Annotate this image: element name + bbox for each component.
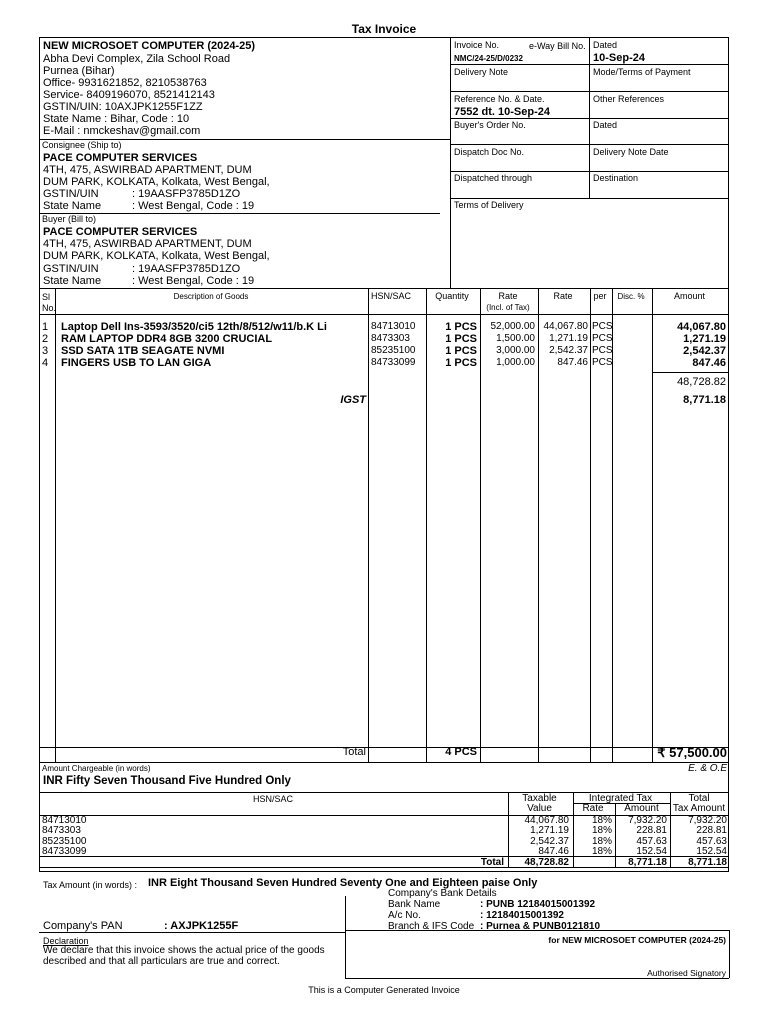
total-qty: 4 PCS (445, 746, 477, 758)
branch-value: : Purnea & PUNB0121810 (480, 921, 601, 932)
tax-row-total: 7,932.20 (688, 815, 727, 826)
col-hsn: HSN/SAC (371, 291, 412, 301)
item-description: FINGERS USB TO LAN GIGA (61, 357, 212, 369)
consignee-address: DUM PARK, KOLKATA, Kolkata, West Bengal, (43, 176, 270, 188)
tax-col-total: Total (688, 793, 710, 804)
buyer-gstin-label: GSTIN/UIN (43, 263, 99, 275)
item-sl: 4 (42, 357, 49, 369)
tax-row-rate: 18% (591, 825, 612, 836)
item-per: PCS (592, 357, 613, 368)
amount-words-label: Amount Chargeable (in words) (42, 764, 151, 773)
tax-row-amount: 7,932.20 (628, 815, 667, 826)
seller-line: Purnea (Bihar) (43, 65, 115, 77)
seller-line: Service- 8409196070, 8521412143 (43, 89, 215, 101)
buyer-name: PACE COMPUTER SERVICES (43, 226, 198, 238)
tax-row-hsn: 84733099 (42, 846, 87, 857)
col-amount: Amount (673, 291, 706, 301)
item-sl: 1 (42, 321, 49, 333)
tax-total-total: 8,771.18 (688, 857, 727, 868)
bank-name-value: : PUNB 12184015001392 (480, 899, 596, 910)
seller-gstin: GSTIN/UIN: 10AXJPK1255F1ZZ (43, 101, 203, 113)
tax-row-taxable: 2,542.37 (530, 836, 569, 847)
tax-col-total-tax: Tax Amount (672, 803, 726, 814)
col-quantity: Quantity (435, 291, 469, 301)
tax-col-taxable-value: Value (527, 803, 552, 814)
dispatch-doc-label: Dispatch Doc No. (454, 147, 525, 157)
declaration-label: Declaration (43, 936, 89, 946)
igst-amount: 8,771.18 (683, 394, 726, 406)
account-value: : 12184015001392 (480, 910, 564, 921)
tax-col-hsn: HSN/SAC (252, 794, 293, 804)
item-hsn: 84713010 (371, 321, 416, 332)
item-sl: 2 (42, 333, 49, 345)
col-description: Description of Goods (173, 292, 249, 301)
tax-row-amount: 228.81 (636, 825, 667, 836)
item-qty: 1 PCS (445, 345, 477, 357)
dispatched-through-label: Dispatched through (454, 173, 533, 183)
item-qty: 1 PCS (445, 321, 477, 333)
tax-row-total: 228.81 (696, 825, 727, 836)
tax-row-total: 152.54 (696, 846, 727, 857)
buyer-address: 4TH, 475, ASWIRBAD APARTMENT, DUM (43, 238, 252, 250)
item-description: SSD SATA 1TB SEAGATE NVMI (61, 345, 225, 357)
declaration-text: We declare that this invoice shows the actual price of the goods (43, 945, 325, 956)
branch-label: Branch & IFS Code (388, 921, 475, 932)
item-amount: 2,542.37 (683, 345, 726, 357)
item-qty: 1 PCS (445, 357, 477, 369)
account-label: A/c No. (388, 910, 421, 921)
reference-label: Reference No. & Date. (454, 94, 545, 104)
for-company: for NEW MICROSOET COMPUTER (2024-25) (548, 935, 726, 945)
col-rate-incl: Rate (498, 291, 518, 301)
item-hsn: 8473303 (371, 333, 410, 344)
item-amount: 1,271.19 (683, 333, 726, 345)
buyer-state-value: : West Bengal, Code : 19 (132, 275, 255, 287)
item-rate-incl: 52,000.00 (490, 321, 535, 332)
item-rate-incl: 1,000.00 (496, 357, 535, 368)
subtotal: 48,728.82 (677, 376, 726, 388)
delivery-note-date-label: Delivery Note Date (593, 147, 669, 157)
item-per: PCS (592, 333, 613, 344)
item-hsn: 84733099 (371, 357, 416, 368)
tax-col-amount: Amount (624, 803, 659, 814)
item-hsn: 85235100 (371, 345, 416, 356)
consignee-state-value: : West Bengal, Code : 19 (132, 200, 255, 212)
invoice-date: 10-Sep-24 (593, 52, 645, 64)
dated-label: Dated (593, 40, 618, 50)
buyer-address: DUM PARK, KOLKATA, Kolkata, West Bengal, (43, 250, 270, 262)
tax-row-hsn: 84713010 (42, 815, 87, 826)
tax-col-taxable: Taxable (522, 793, 557, 804)
tax-row-rate: 18% (591, 846, 612, 857)
item-amount: 847.46 (692, 357, 726, 369)
tax-row-taxable: 1,271.19 (530, 825, 569, 836)
consignee-name: PACE COMPUTER SERVICES (43, 152, 198, 164)
tax-row-amount: 457.63 (636, 836, 667, 847)
item-sl: 3 (42, 345, 49, 357)
item-rate-incl: 1,500.00 (496, 333, 535, 344)
consignee-gstin-label: GSTIN/UIN (43, 188, 99, 200)
col-rate-incl-sub: (Incl. of Tax) (486, 303, 530, 312)
invoice-no-label: Invoice No. (454, 40, 500, 50)
item-per: PCS (592, 345, 613, 356)
tax-words-label: Tax Amount (in words) : (43, 880, 138, 890)
pan-value: : AXJPK1255F (164, 920, 239, 932)
buyer-gstin-value: : 19AASFP3785D1ZO (132, 263, 241, 275)
tax-col-integrated: Integrated Tax (588, 793, 653, 804)
col-rate: Rate (553, 291, 573, 301)
tax-row-taxable: 847.46 (538, 846, 569, 857)
col-sl: Sl (42, 292, 51, 302)
reference-value: 7552 dt. 10-Sep-24 (454, 106, 550, 118)
pan-label: Company's PAN (43, 920, 123, 932)
seller-email: E-Mail : nmckeshav@gmail.com (43, 125, 201, 137)
tax-total-label: Total (480, 857, 504, 868)
item-rate: 44,067.80 (543, 321, 588, 332)
buyer-state-label: State Name (43, 275, 102, 287)
mode-terms-label: Mode/Terms of Payment (593, 67, 691, 77)
buyers-order-label: Buyer's Order No. (454, 120, 526, 130)
delivery-note-label: Delivery Note (454, 67, 509, 77)
consignee-state-label: State Name (43, 200, 102, 212)
col-disc: Disc. % (617, 292, 645, 301)
item-rate: 847.46 (557, 357, 588, 368)
buyers-order-dated-label: Dated (593, 120, 618, 130)
amount-in-words: INR Fifty Seven Thousand Five Hundred Only (43, 775, 291, 787)
bank-heading: Company's Bank Details (388, 888, 497, 899)
tax-row-taxable: 44,067.80 (524, 815, 569, 826)
terms-of-delivery-label: Terms of Delivery (454, 200, 524, 210)
authorised-signatory: Authorised Signatory (647, 968, 726, 978)
invoice-title: Tax Invoice (351, 22, 417, 36)
item-rate: 1,271.19 (549, 333, 588, 344)
invoice-no-value: NMC/24-25/D/0232 (454, 54, 523, 63)
footer-note: This is a Computer Generated Invoice (308, 985, 460, 995)
consignee-address: 4TH, 475, ASWIRBAD APARTMENT, DUM (43, 164, 252, 176)
tax-row-amount: 152.54 (636, 846, 667, 857)
seller-line: Abha Devi Complex, Zila School Road (43, 53, 231, 65)
item-per: PCS (592, 321, 613, 332)
tax-total-taxable: 48,728.82 (524, 857, 569, 868)
consignee-gstin-value: : 19AASFP3785D1ZO (132, 188, 241, 200)
tax-row-hsn: 8473303 (42, 825, 81, 836)
eoe: E. & O.E (688, 763, 727, 774)
seller-state: State Name : Bihar, Code : 10 (43, 113, 190, 125)
item-rate-incl: 3,000.00 (496, 345, 535, 356)
total-label: Total (342, 746, 366, 758)
item-amount: 44,067.80 (677, 321, 726, 333)
igst-label: IGST (340, 394, 366, 406)
tax-row-total: 457.63 (696, 836, 727, 847)
item-rate: 2,542.37 (549, 345, 588, 356)
item-description: Laptop Dell Ins-3593/3520/ci5 12th/8/512/w11/b.K Li (61, 321, 327, 333)
buyer-heading: Buyer (Bill to) (42, 214, 97, 224)
item-qty: 1 PCS (445, 333, 477, 345)
tax-row-hsn: 85235100 (42, 836, 87, 847)
bank-name-label: Bank Name (388, 899, 441, 910)
tax-row-rate: 18% (591, 815, 612, 826)
seller-line: Office- 9931621852, 8210538763 (43, 77, 207, 89)
col-per: per (593, 291, 607, 301)
destination-label: Destination (593, 173, 639, 183)
consignee-heading: Consignee (Ship to) (42, 140, 122, 150)
grand-total: ₹ 57,500.00 (657, 745, 727, 760)
seller-name: NEW MICROSOET COMPUTER (2024-25) (43, 40, 256, 52)
tax-col-rate: Rate (582, 803, 604, 814)
tax-in-words: INR Eight Thousand Seven Hundred Seventy One and Eighteen paise Only (148, 877, 538, 889)
declaration-text: described and that all particulars are true and correct. (43, 956, 280, 967)
col-sl-no: No. (42, 303, 57, 313)
other-references-label: Other References (593, 94, 665, 104)
item-description: RAM LAPTOP DDR4 8GB 3200 CRUCIAL (61, 333, 273, 345)
eway-bill-label: e-Way Bill No. (529, 41, 586, 51)
tax-total-amount: 8,771.18 (628, 857, 667, 868)
tax-row-rate: 18% (591, 836, 612, 847)
